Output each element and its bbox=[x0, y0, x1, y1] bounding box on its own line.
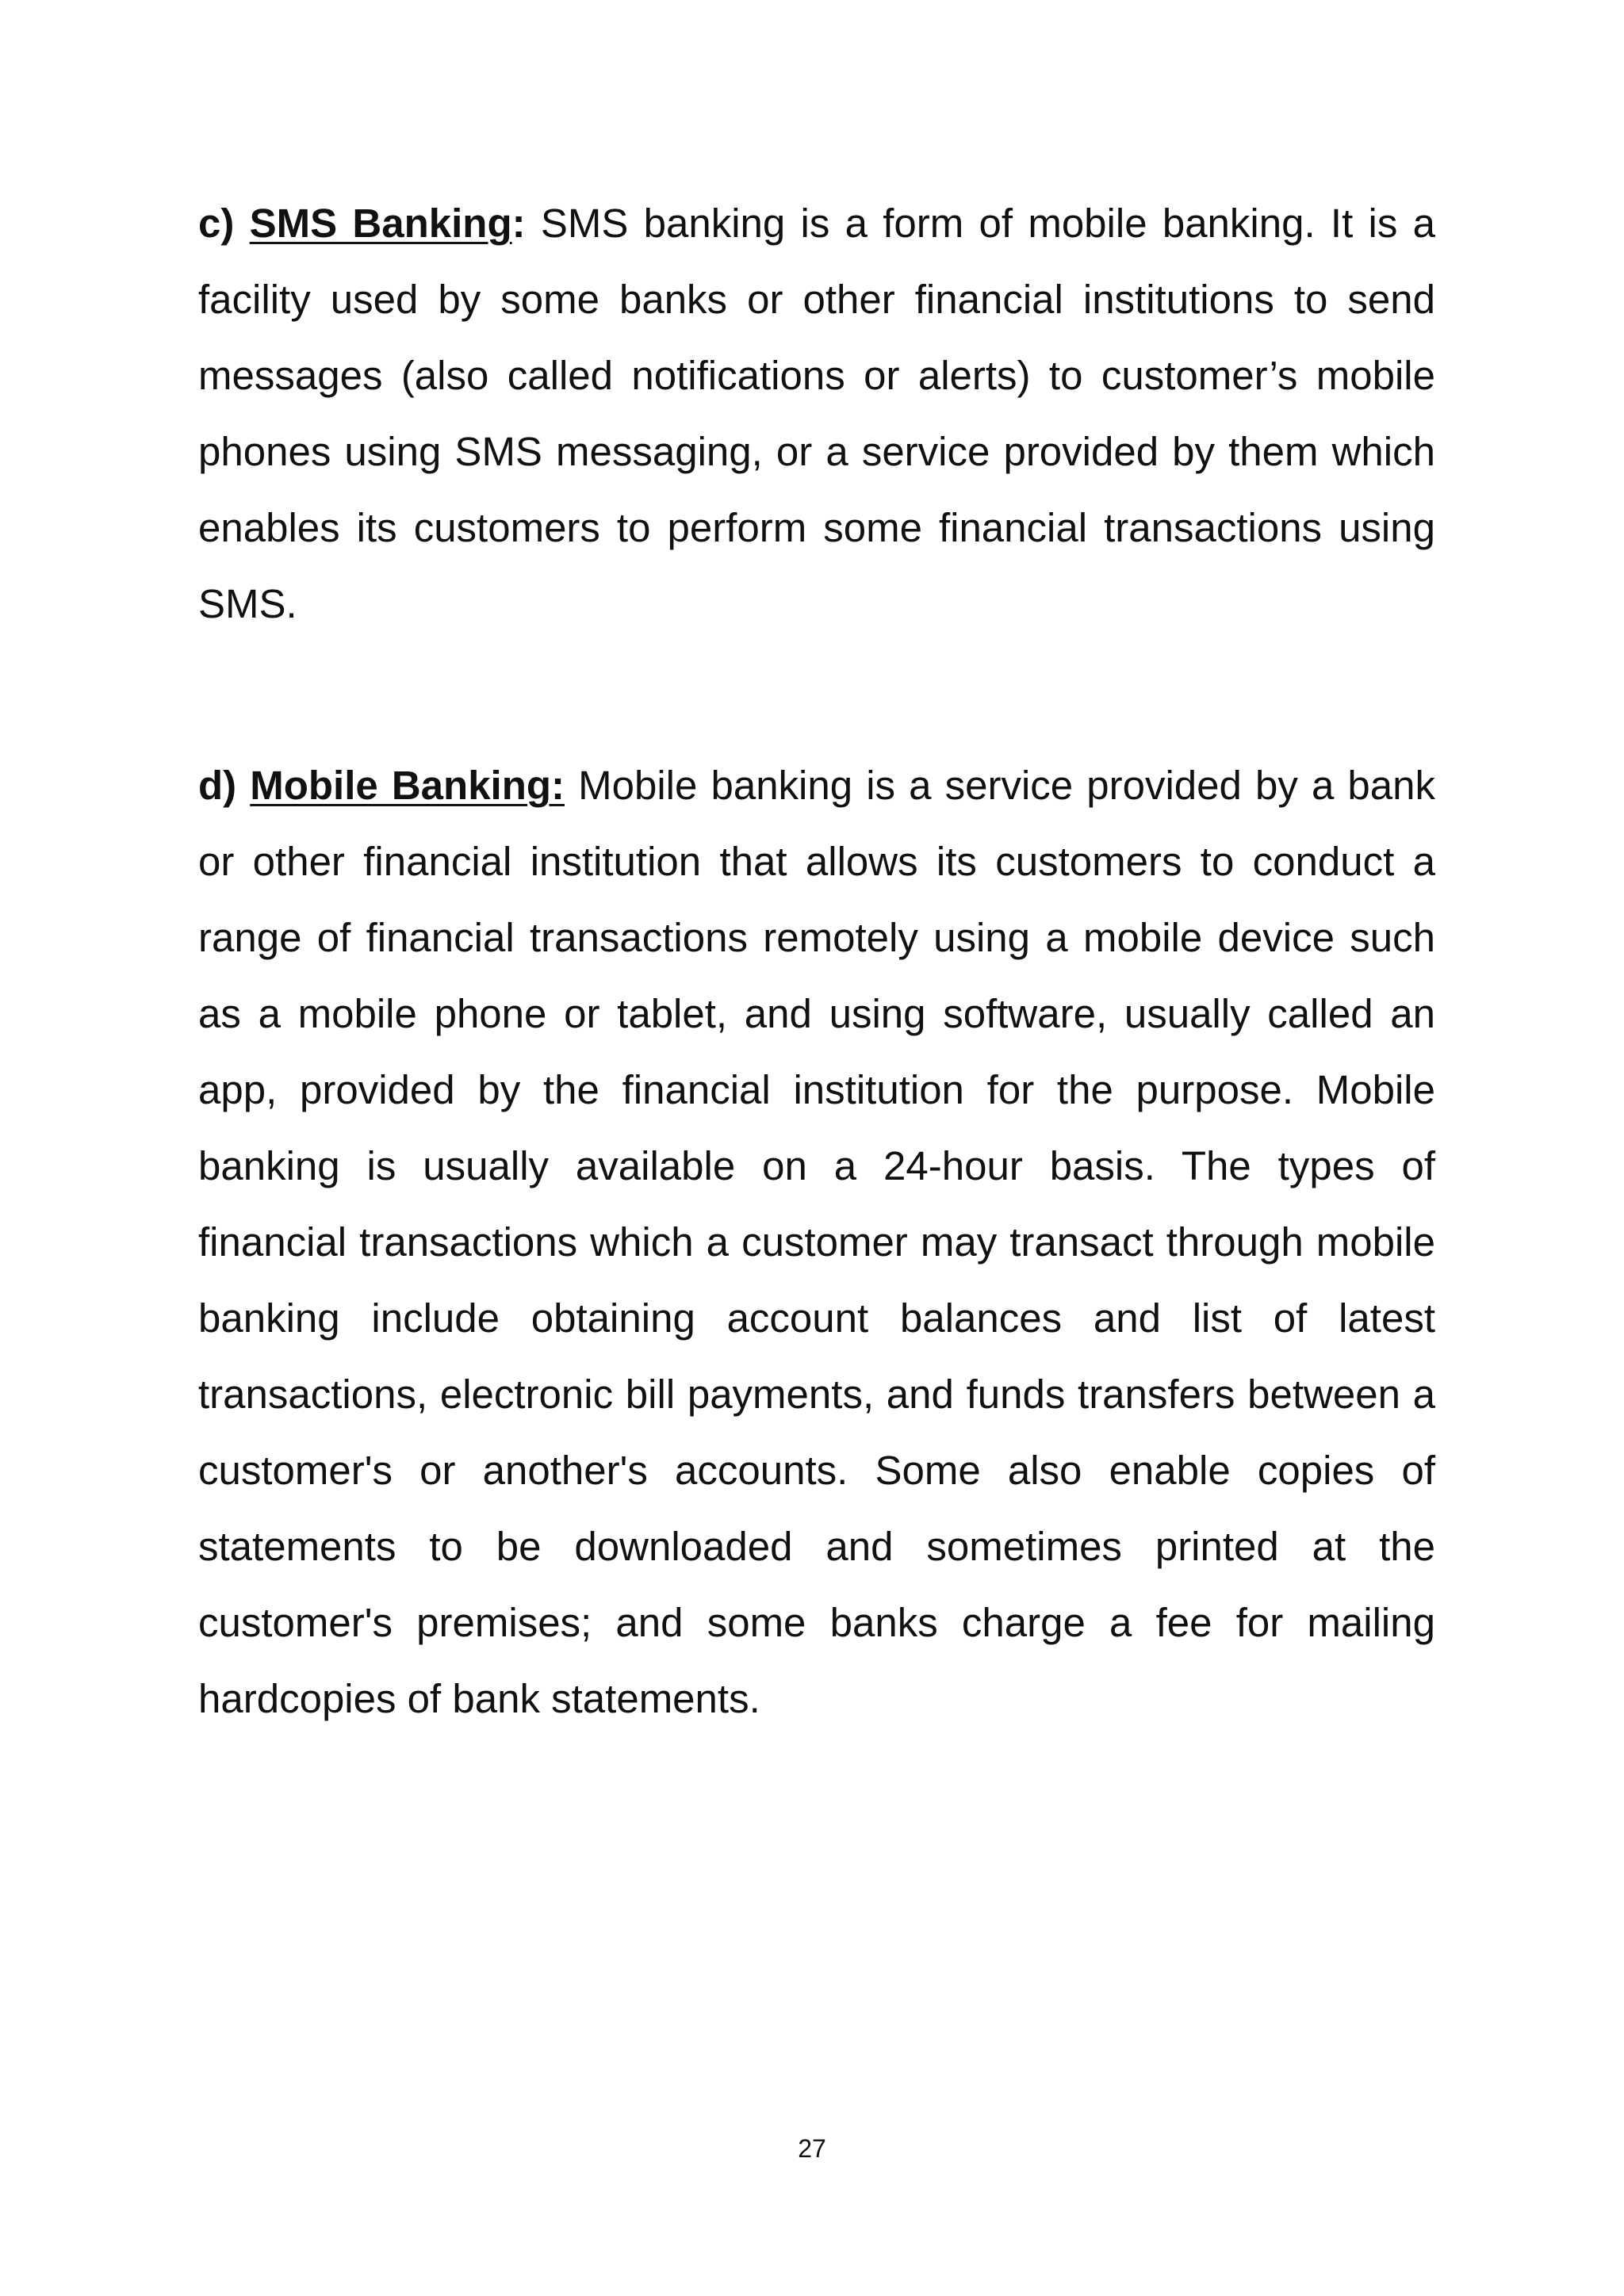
section-body: SMS banking is a form of mobile banking. It is a facility used by some banks or other financial institutions to send messages (also called notifications or alerts) to customer’s mobile phones using SMS messaging, or a service provided by them which enables its customers to perform some financial transactions using SMS. bbox=[198, 201, 1435, 626]
section-mobile-banking bbox=[198, 748, 1435, 1737]
section-body: Mobile banking is a service provided by a bank or other financial institution that allows its customers to conduct a range of financial transactions remotely using a mobile device such as a mobile phone or tablet, and using software, usually called an app, provided by the financial institution for the purpose. Mobile banking is usually available on a 24-hour basis. The types of financial transactions which a customer may transact through mobile banking include obtaining account balances and list of latest transactions, electronic bill payments, and funds transfers between a customer's or another's accounts. Some also enable copies of statements to be downloaded and sometimes printed at the customer's premises; and some banks charge a fee for mailing hardcopies of bank statements. bbox=[198, 763, 1435, 1721]
heading-colon: : bbox=[511, 201, 526, 246]
section-heading: SMS Banking bbox=[249, 201, 512, 246]
page-number: 27 bbox=[798, 2134, 826, 2163]
section-sms-banking bbox=[198, 186, 1435, 642]
section-marker: d) bbox=[198, 763, 237, 808]
section-heading: Mobile Banking: bbox=[250, 763, 565, 808]
section-marker: c) bbox=[198, 201, 235, 246]
